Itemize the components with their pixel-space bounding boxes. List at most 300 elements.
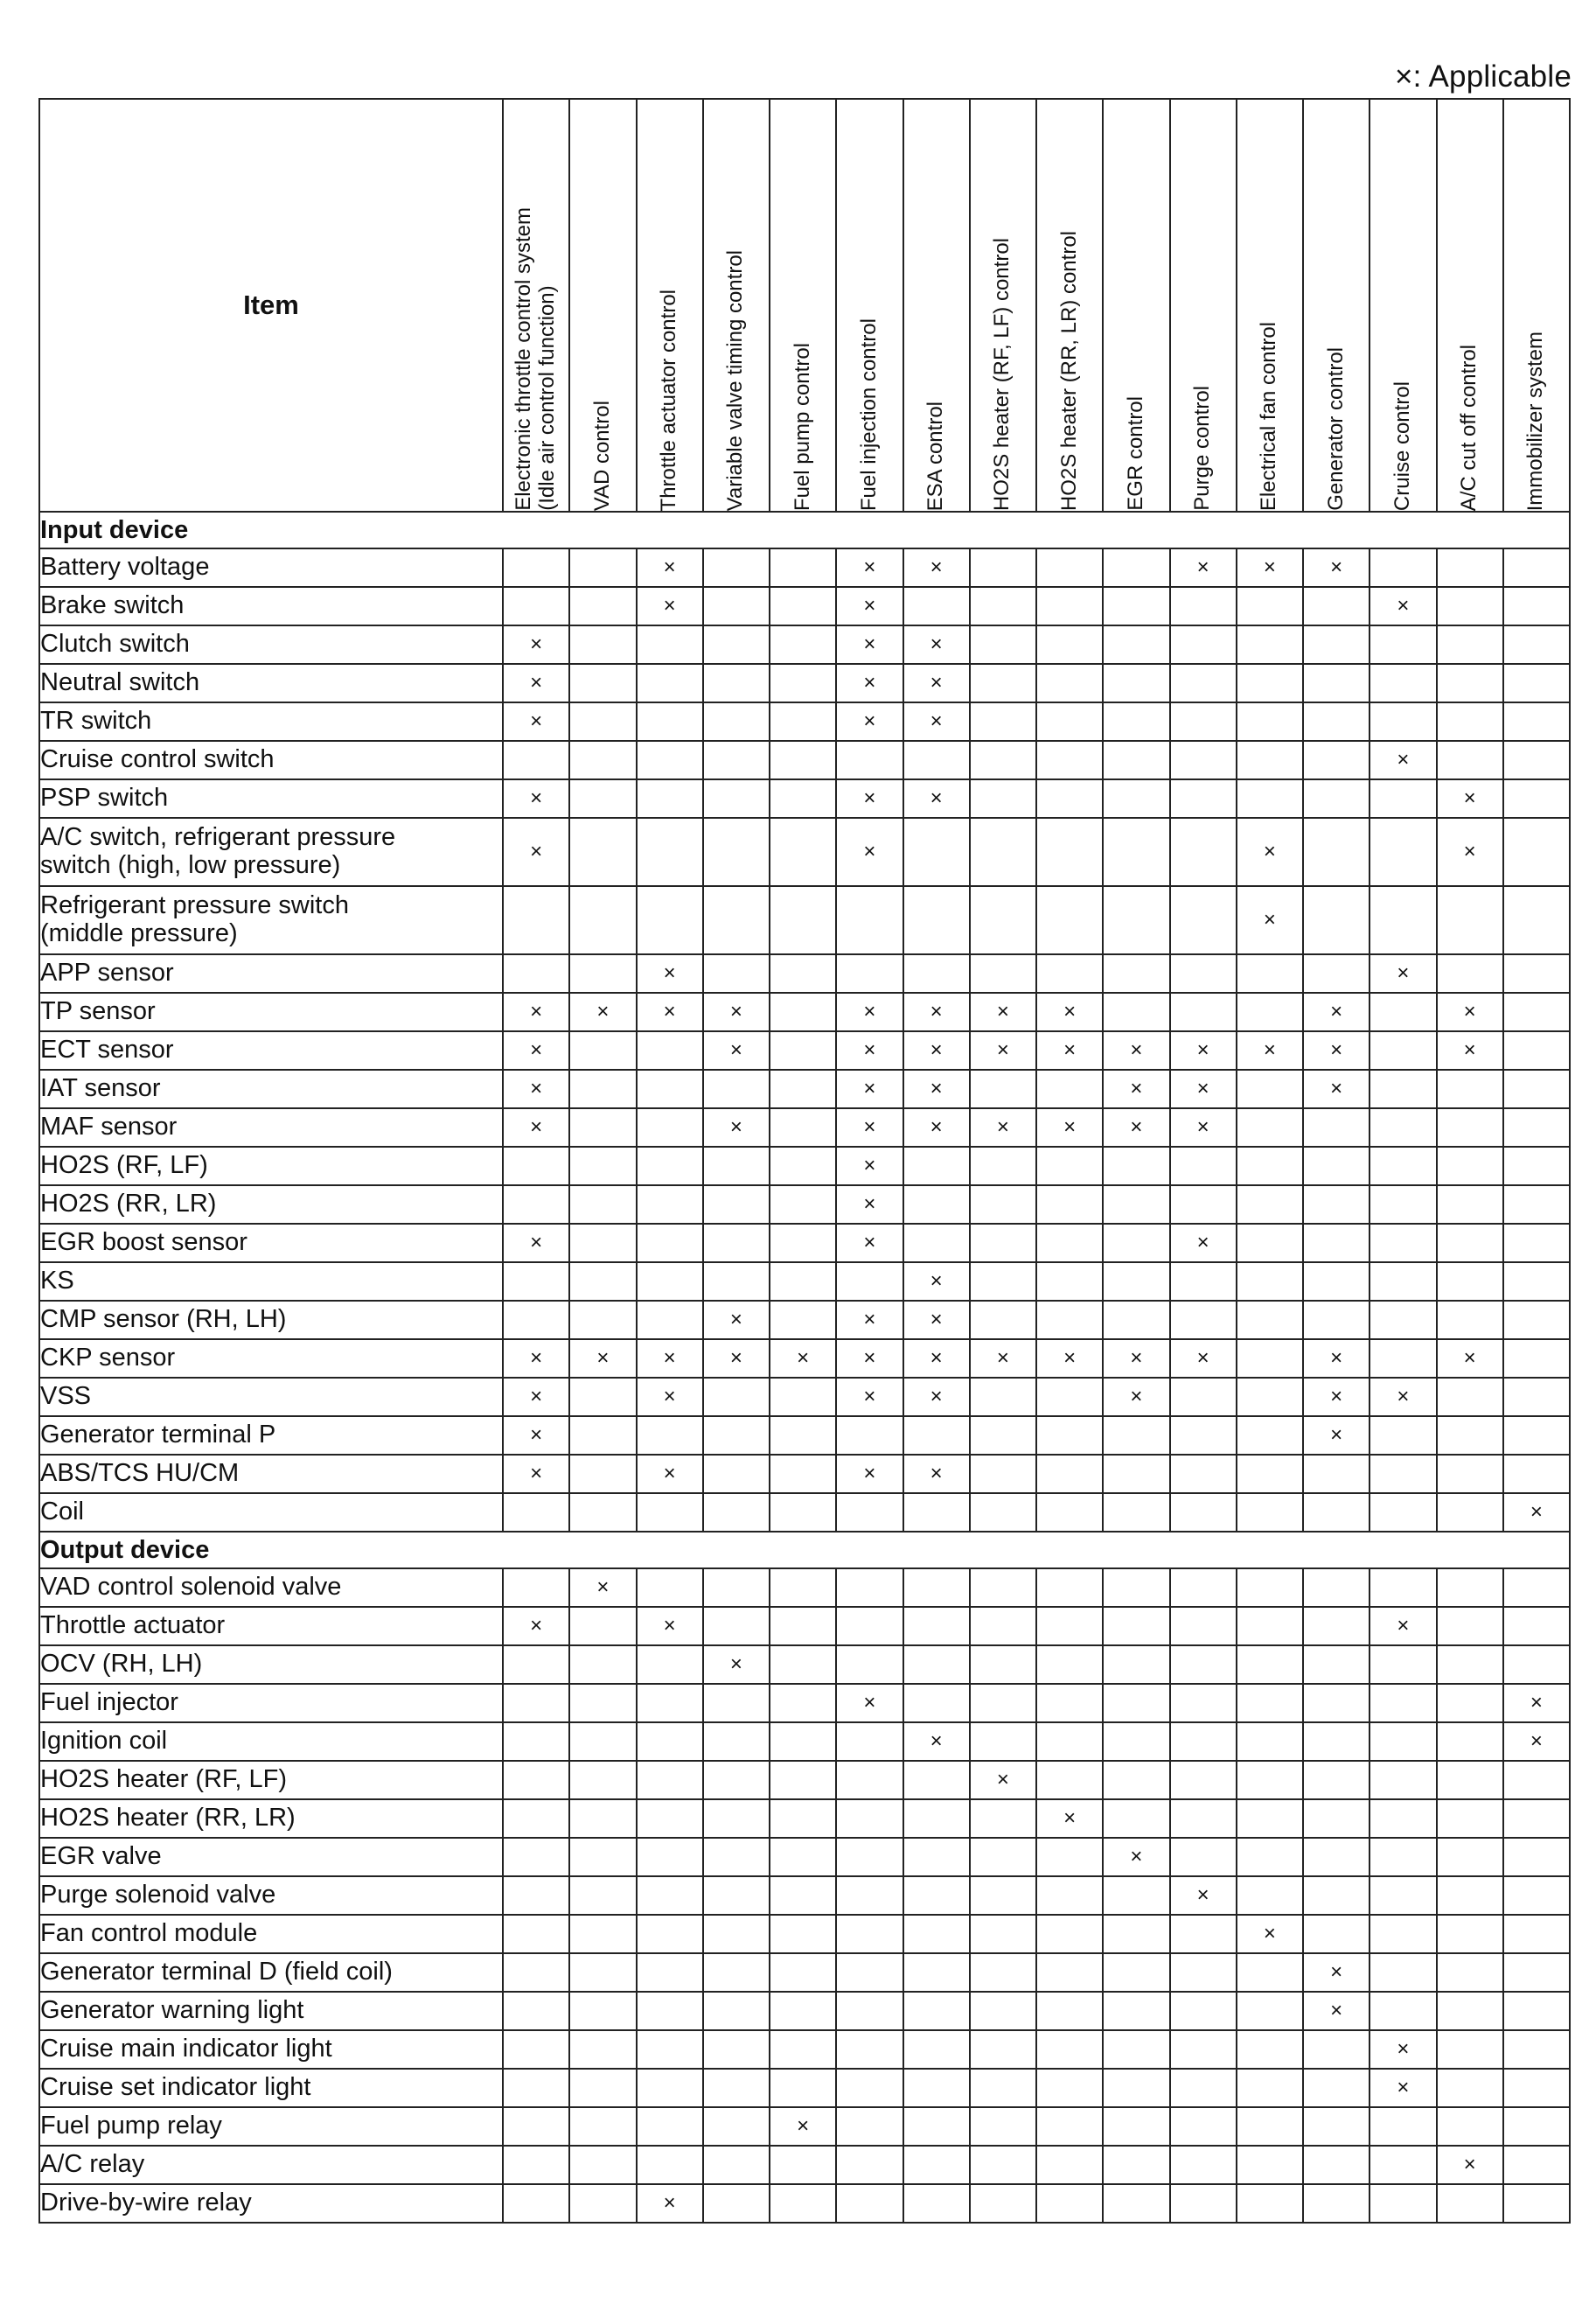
table-row bbox=[39, 2069, 1570, 2107]
empty-cell bbox=[1170, 1761, 1237, 1799]
empty-cell bbox=[1303, 818, 1369, 886]
column-header-label: ESA control bbox=[923, 401, 948, 511]
empty-cell bbox=[637, 779, 703, 818]
empty-cell bbox=[1369, 548, 1436, 587]
row-label: EGR valve bbox=[39, 1838, 503, 1876]
empty-cell bbox=[1303, 702, 1369, 741]
empty-cell bbox=[703, 1838, 770, 1876]
row-label: Fuel injector bbox=[39, 1684, 503, 1722]
empty-cell bbox=[1237, 1147, 1303, 1185]
applicable-mark: × bbox=[1369, 1378, 1436, 1416]
empty-cell bbox=[1036, 1722, 1103, 1761]
applicable-mark: × bbox=[1369, 2069, 1436, 2107]
empty-cell bbox=[770, 1108, 836, 1147]
empty-cell bbox=[503, 2184, 569, 2223]
empty-cell bbox=[1369, 1568, 1436, 1607]
empty-cell bbox=[503, 954, 569, 993]
row-label: ABS/TCS HU/CM bbox=[39, 1455, 503, 1493]
empty-cell bbox=[903, 1838, 970, 1876]
empty-cell bbox=[637, 741, 703, 779]
empty-cell bbox=[770, 779, 836, 818]
empty-cell bbox=[637, 1915, 703, 1953]
empty-cell bbox=[1237, 2069, 1303, 2107]
empty-cell bbox=[1170, 1722, 1237, 1761]
empty-cell bbox=[637, 1070, 703, 1108]
empty-cell bbox=[836, 1493, 903, 1532]
empty-cell bbox=[703, 2146, 770, 2184]
row-label: Generator warning light bbox=[39, 1992, 503, 2030]
applicable-mark: × bbox=[703, 1339, 770, 1378]
empty-cell bbox=[770, 1838, 836, 1876]
empty-cell bbox=[1237, 2146, 1303, 2184]
applicable-mark: × bbox=[1036, 1339, 1103, 1378]
row-label: MAF sensor bbox=[39, 1108, 503, 1147]
empty-cell bbox=[970, 779, 1036, 818]
empty-cell bbox=[1503, 664, 1570, 702]
empty-cell bbox=[1237, 1799, 1303, 1838]
row-label: Coil bbox=[39, 1493, 503, 1532]
applicable-mark: × bbox=[836, 1301, 903, 1339]
empty-cell bbox=[569, 1493, 636, 1532]
applicable-mark: × bbox=[1237, 818, 1303, 886]
empty-cell bbox=[1437, 1799, 1503, 1838]
row-label: Neutral switch bbox=[39, 664, 503, 702]
column-header bbox=[1036, 99, 1103, 512]
empty-cell bbox=[836, 1953, 903, 1992]
empty-cell bbox=[1303, 1915, 1369, 1953]
empty-cell bbox=[703, 1416, 770, 1455]
empty-cell bbox=[970, 702, 1036, 741]
empty-cell bbox=[1437, 1493, 1503, 1532]
empty-cell bbox=[1103, 1262, 1169, 1301]
column-header bbox=[1237, 99, 1303, 512]
empty-cell bbox=[1170, 2146, 1237, 2184]
empty-cell bbox=[770, 2030, 836, 2069]
column-header bbox=[770, 99, 836, 512]
empty-cell bbox=[1237, 1953, 1303, 1992]
empty-cell bbox=[1369, 779, 1436, 818]
empty-cell bbox=[1437, 1185, 1503, 1224]
empty-cell bbox=[1237, 1378, 1303, 1416]
column-header-label: Immobilizer system bbox=[1523, 331, 1548, 511]
empty-cell bbox=[1036, 2146, 1103, 2184]
applicable-mark: × bbox=[836, 1147, 903, 1185]
empty-cell bbox=[637, 2107, 703, 2146]
table-row bbox=[39, 702, 1570, 741]
applicable-mark: × bbox=[1369, 2030, 1436, 2069]
empty-cell bbox=[1503, 1416, 1570, 1455]
empty-cell bbox=[970, 1262, 1036, 1301]
empty-cell bbox=[637, 1416, 703, 1455]
empty-cell bbox=[970, 2069, 1036, 2107]
empty-cell bbox=[1303, 741, 1369, 779]
empty-cell bbox=[1437, 1684, 1503, 1722]
empty-cell bbox=[903, 587, 970, 625]
column-header-label: Variable valve timing control bbox=[723, 249, 748, 511]
empty-cell bbox=[970, 1301, 1036, 1339]
row-label: Brake switch bbox=[39, 587, 503, 625]
applicable-mark: × bbox=[836, 625, 903, 664]
table-row bbox=[39, 1493, 1570, 1532]
column-header-label: VAD control bbox=[589, 400, 614, 511]
empty-cell bbox=[836, 1992, 903, 2030]
empty-cell bbox=[970, 1915, 1036, 1953]
empty-cell bbox=[836, 1761, 903, 1799]
empty-cell bbox=[1237, 1761, 1303, 1799]
empty-cell bbox=[903, 818, 970, 886]
applicable-mark: × bbox=[637, 954, 703, 993]
empty-cell bbox=[1036, 1607, 1103, 1645]
empty-cell bbox=[1303, 779, 1369, 818]
empty-cell bbox=[903, 2069, 970, 2107]
empty-cell bbox=[703, 779, 770, 818]
empty-cell bbox=[836, 954, 903, 993]
row-label: A/C switch, refrigerant pressure switch (high, low pressure) bbox=[39, 818, 503, 886]
empty-cell bbox=[1170, 993, 1237, 1031]
empty-cell bbox=[1237, 993, 1303, 1031]
empty-cell bbox=[970, 2184, 1036, 2223]
applicable-mark: × bbox=[1437, 2146, 1503, 2184]
empty-cell bbox=[1103, 886, 1169, 954]
empty-cell bbox=[903, 1761, 970, 1799]
empty-cell bbox=[1103, 625, 1169, 664]
empty-cell bbox=[1170, 1992, 1237, 2030]
empty-cell bbox=[903, 954, 970, 993]
table-row bbox=[39, 1992, 1570, 2030]
empty-cell bbox=[836, 2030, 903, 2069]
empty-cell bbox=[1036, 1301, 1103, 1339]
applicable-mark: × bbox=[903, 1339, 970, 1378]
empty-cell bbox=[1503, 1108, 1570, 1147]
row-label: Drive-by-wire relay bbox=[39, 2184, 503, 2223]
applicable-mark: × bbox=[1303, 1070, 1369, 1108]
empty-cell bbox=[1369, 1992, 1436, 2030]
applicable-mark: × bbox=[836, 1339, 903, 1378]
empty-cell bbox=[1437, 1953, 1503, 1992]
empty-cell bbox=[1237, 1992, 1303, 2030]
empty-cell bbox=[637, 1684, 703, 1722]
empty-cell bbox=[1437, 1262, 1503, 1301]
empty-cell bbox=[569, 702, 636, 741]
empty-cell bbox=[770, 1416, 836, 1455]
empty-cell bbox=[569, 2146, 636, 2184]
applicable-mark: × bbox=[637, 1607, 703, 1645]
empty-cell bbox=[770, 548, 836, 587]
applicable-mark: × bbox=[836, 779, 903, 818]
empty-cell bbox=[970, 1799, 1036, 1838]
applicable-mark: × bbox=[637, 2184, 703, 2223]
empty-cell bbox=[970, 818, 1036, 886]
empty-cell bbox=[770, 1992, 836, 2030]
empty-cell bbox=[1503, 1455, 1570, 1493]
applicable-mark: × bbox=[503, 702, 569, 741]
column-header-label: Cruise control bbox=[1390, 381, 1414, 511]
empty-cell bbox=[637, 2146, 703, 2184]
empty-cell bbox=[970, 1493, 1036, 1532]
applicable-mark: × bbox=[1303, 1953, 1369, 1992]
empty-cell bbox=[637, 1876, 703, 1915]
empty-cell bbox=[1503, 1147, 1570, 1185]
applicable-mark: × bbox=[903, 1262, 970, 1301]
empty-cell bbox=[903, 1568, 970, 1607]
empty-cell bbox=[1036, 779, 1103, 818]
applicable-mark: × bbox=[503, 1339, 569, 1378]
empty-cell bbox=[1437, 1915, 1503, 1953]
applicable-mark: × bbox=[569, 1339, 636, 1378]
empty-cell bbox=[1503, 741, 1570, 779]
table-row bbox=[39, 1185, 1570, 1224]
empty-cell bbox=[836, 1799, 903, 1838]
empty-cell bbox=[503, 2030, 569, 2069]
applicable-mark: × bbox=[1036, 993, 1103, 1031]
empty-cell bbox=[1503, 1339, 1570, 1378]
empty-cell bbox=[770, 702, 836, 741]
empty-cell bbox=[836, 1915, 903, 1953]
empty-cell bbox=[1303, 1147, 1369, 1185]
applicable-mark: × bbox=[1369, 741, 1436, 779]
empty-cell bbox=[1103, 818, 1169, 886]
empty-cell bbox=[703, 1915, 770, 1953]
column-header-label: EGR control bbox=[1123, 396, 1147, 511]
empty-cell bbox=[770, 587, 836, 625]
empty-cell bbox=[569, 1838, 636, 1876]
empty-cell bbox=[1369, 1799, 1436, 1838]
empty-cell bbox=[703, 1722, 770, 1761]
applicable-mark: × bbox=[836, 587, 903, 625]
empty-cell bbox=[770, 1645, 836, 1684]
empty-cell bbox=[770, 1301, 836, 1339]
row-label: EGR boost sensor bbox=[39, 1224, 503, 1262]
empty-cell bbox=[1237, 1301, 1303, 1339]
table-row bbox=[39, 2030, 1570, 2069]
empty-cell bbox=[1170, 1378, 1237, 1416]
empty-cell bbox=[1103, 993, 1169, 1031]
empty-cell bbox=[1303, 664, 1369, 702]
table-row bbox=[39, 818, 1570, 886]
empty-cell bbox=[970, 1684, 1036, 1722]
row-label: VSS bbox=[39, 1378, 503, 1416]
empty-cell bbox=[770, 2069, 836, 2107]
empty-cell bbox=[1103, 1455, 1169, 1493]
applicable-mark: × bbox=[1303, 548, 1369, 587]
empty-cell bbox=[1103, 2146, 1169, 2184]
empty-cell bbox=[1103, 1799, 1169, 1838]
empty-cell bbox=[1303, 2030, 1369, 2069]
empty-cell bbox=[1437, 1378, 1503, 1416]
empty-cell bbox=[903, 2030, 970, 2069]
empty-cell bbox=[1170, 1915, 1237, 1953]
applicable-mark: × bbox=[503, 993, 569, 1031]
empty-cell bbox=[637, 818, 703, 886]
empty-cell bbox=[770, 1953, 836, 1992]
empty-cell bbox=[1036, 1992, 1103, 2030]
empty-cell bbox=[1303, 1761, 1369, 1799]
empty-cell bbox=[503, 1838, 569, 1876]
applicable-mark: × bbox=[1170, 1224, 1237, 1262]
empty-cell bbox=[569, 1185, 636, 1224]
empty-cell bbox=[1237, 1684, 1303, 1722]
empty-cell bbox=[1503, 2030, 1570, 2069]
empty-cell bbox=[1503, 1031, 1570, 1070]
row-label: IAT sensor bbox=[39, 1070, 503, 1108]
empty-cell bbox=[1237, 1568, 1303, 1607]
empty-cell bbox=[637, 1838, 703, 1876]
empty-cell bbox=[569, 1607, 636, 1645]
empty-cell bbox=[1036, 702, 1103, 741]
empty-cell bbox=[637, 1722, 703, 1761]
empty-cell bbox=[637, 1224, 703, 1262]
empty-cell bbox=[1303, 1455, 1369, 1493]
empty-cell bbox=[1103, 1876, 1169, 1915]
empty-cell bbox=[1103, 1416, 1169, 1455]
empty-cell bbox=[836, 2146, 903, 2184]
empty-cell bbox=[1437, 1224, 1503, 1262]
empty-cell bbox=[703, 886, 770, 954]
empty-cell bbox=[1369, 664, 1436, 702]
table-row bbox=[39, 2107, 1570, 2146]
applicable-mark: × bbox=[1503, 1493, 1570, 1532]
empty-cell bbox=[1437, 1607, 1503, 1645]
applicable-mark: × bbox=[503, 1070, 569, 1108]
applicable-mark: × bbox=[1170, 1339, 1237, 1378]
row-label: HO2S heater (RF, LF) bbox=[39, 1761, 503, 1799]
empty-cell bbox=[569, 1416, 636, 1455]
empty-cell bbox=[703, 1262, 770, 1301]
applicable-mark: × bbox=[903, 625, 970, 664]
empty-cell bbox=[770, 1568, 836, 1607]
empty-cell bbox=[770, 1799, 836, 1838]
empty-cell bbox=[703, 1147, 770, 1185]
empty-cell bbox=[770, 886, 836, 954]
empty-cell bbox=[1170, 1147, 1237, 1185]
empty-cell bbox=[637, 664, 703, 702]
row-label: Generator terminal D (field coil) bbox=[39, 1953, 503, 1992]
table-row bbox=[39, 1301, 1570, 1339]
empty-cell bbox=[970, 1568, 1036, 1607]
empty-cell bbox=[1036, 954, 1103, 993]
empty-cell bbox=[1036, 1147, 1103, 1185]
empty-cell bbox=[770, 1378, 836, 1416]
empty-cell bbox=[770, 1147, 836, 1185]
empty-cell bbox=[1437, 664, 1503, 702]
empty-cell bbox=[1237, 1645, 1303, 1684]
empty-cell bbox=[569, 1262, 636, 1301]
empty-cell bbox=[569, 1301, 636, 1339]
empty-cell bbox=[770, 1761, 836, 1799]
empty-cell bbox=[970, 1224, 1036, 1262]
applicable-mark: × bbox=[637, 548, 703, 587]
empty-cell bbox=[1503, 1992, 1570, 2030]
empty-cell bbox=[503, 1799, 569, 1838]
applicable-mark: × bbox=[1103, 1031, 1169, 1070]
row-label: HO2S (RR, LR) bbox=[39, 1185, 503, 1224]
empty-cell bbox=[1036, 625, 1103, 664]
empty-cell bbox=[1369, 2184, 1436, 2223]
row-label: APP sensor bbox=[39, 954, 503, 993]
empty-cell bbox=[503, 1953, 569, 1992]
empty-cell bbox=[569, 548, 636, 587]
empty-cell bbox=[1369, 2107, 1436, 2146]
empty-cell bbox=[1437, 954, 1503, 993]
empty-cell bbox=[1036, 1416, 1103, 1455]
applicable-mark: × bbox=[836, 664, 903, 702]
table-row bbox=[39, 1645, 1570, 1684]
empty-cell bbox=[1237, 587, 1303, 625]
empty-cell bbox=[1437, 1455, 1503, 1493]
applicable-mark: × bbox=[903, 1378, 970, 1416]
applicable-mark: × bbox=[903, 779, 970, 818]
empty-cell bbox=[503, 741, 569, 779]
empty-cell bbox=[1103, 1684, 1169, 1722]
column-header bbox=[1103, 99, 1169, 512]
empty-cell bbox=[1237, 1722, 1303, 1761]
empty-cell bbox=[1036, 1761, 1103, 1799]
empty-cell bbox=[1503, 1301, 1570, 1339]
empty-cell bbox=[1303, 1493, 1369, 1532]
empty-cell bbox=[1170, 1645, 1237, 1684]
empty-cell bbox=[1369, 1953, 1436, 1992]
empty-cell bbox=[1503, 1568, 1570, 1607]
applicable-mark: × bbox=[1437, 779, 1503, 818]
applicable-mark: × bbox=[836, 702, 903, 741]
row-label: PSP switch bbox=[39, 779, 503, 818]
empty-cell bbox=[637, 1645, 703, 1684]
empty-cell bbox=[1170, 886, 1237, 954]
applicable-mark: × bbox=[770, 2107, 836, 2146]
empty-cell bbox=[770, 818, 836, 886]
empty-cell bbox=[1036, 2030, 1103, 2069]
empty-cell bbox=[1170, 1185, 1237, 1224]
empty-cell bbox=[836, 1262, 903, 1301]
empty-cell bbox=[637, 1301, 703, 1339]
applicable-mark: × bbox=[770, 1339, 836, 1378]
empty-cell bbox=[1303, 1224, 1369, 1262]
row-label: VAD control solenoid valve bbox=[39, 1568, 503, 1607]
table-row bbox=[39, 1262, 1570, 1301]
column-header-label: Purge control bbox=[1190, 386, 1215, 511]
applicable-mark: × bbox=[1103, 1108, 1169, 1147]
empty-cell bbox=[503, 1876, 569, 1915]
empty-cell bbox=[970, 1455, 1036, 1493]
empty-cell bbox=[836, 1645, 903, 1684]
empty-cell bbox=[569, 1070, 636, 1108]
row-label: KS bbox=[39, 1262, 503, 1301]
empty-cell bbox=[503, 1147, 569, 1185]
empty-cell bbox=[1103, 1722, 1169, 1761]
column-header-label: Electronic throttle control system (Idle air control function) bbox=[512, 207, 560, 511]
applicable-mark: × bbox=[970, 1761, 1036, 1799]
empty-cell bbox=[770, 954, 836, 993]
empty-cell bbox=[569, 1108, 636, 1147]
empty-cell bbox=[503, 1493, 569, 1532]
empty-cell bbox=[1503, 1185, 1570, 1224]
table-row bbox=[39, 2146, 1570, 2184]
applicable-mark: × bbox=[903, 1455, 970, 1493]
empty-cell bbox=[1170, 664, 1237, 702]
empty-cell bbox=[1437, 1568, 1503, 1607]
column-header-label: A/C cut off control bbox=[1457, 344, 1481, 511]
applicable-mark: × bbox=[1369, 954, 1436, 993]
applicable-mark: × bbox=[1170, 1108, 1237, 1147]
empty-cell bbox=[503, 2146, 569, 2184]
empty-cell bbox=[1303, 1684, 1369, 1722]
empty-cell bbox=[1036, 587, 1103, 625]
empty-cell bbox=[1103, 1953, 1169, 1992]
applicable-mark: × bbox=[637, 1339, 703, 1378]
table-row bbox=[39, 1147, 1570, 1185]
empty-cell bbox=[637, 2030, 703, 2069]
empty-cell bbox=[703, 1684, 770, 1722]
